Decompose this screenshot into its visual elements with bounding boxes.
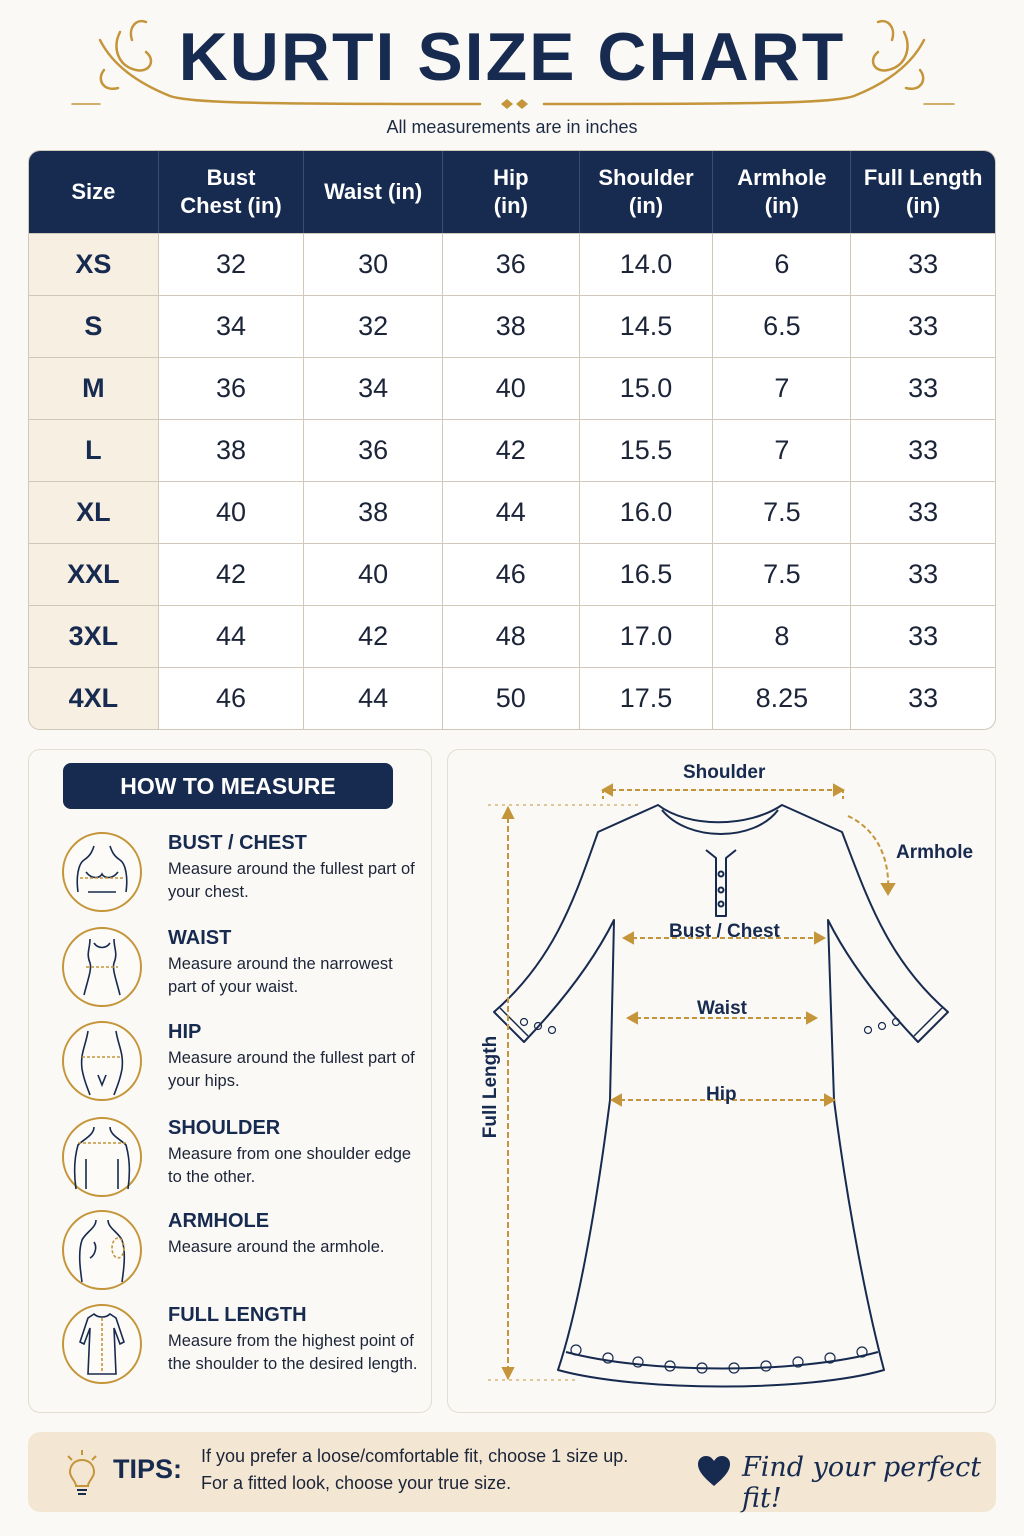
measurement-cell: 50 — [443, 667, 580, 729]
diagram-label-bust: Bust / Chest — [669, 921, 780, 942]
column-header-line: Shoulder — [598, 165, 694, 190]
size-cell: XXL — [29, 543, 159, 605]
measure-heading: HIP — [168, 1021, 202, 1043]
measurement-cell: 34 — [304, 357, 443, 419]
size-cell: 4XL — [29, 667, 159, 729]
measurement-cell: 38 — [304, 481, 443, 543]
column-header — [29, 151, 159, 233]
measure-description: Measure around the armhole. — [168, 1238, 385, 1256]
measurement-cell: 48 — [443, 605, 580, 667]
column-header-line: (in) — [906, 193, 941, 218]
header — [0, 0, 1024, 145]
measurement-cell: 17.5 — [580, 667, 714, 729]
tips-label: TIPS: — [113, 1454, 183, 1484]
waist-figure-icon — [62, 927, 142, 1007]
table-row — [29, 419, 995, 481]
diagram-label-full-length: Full Length — [480, 1035, 501, 1139]
measure-description: Measure around the narrowest part of your waist. — [168, 955, 393, 996]
measurement-cell: 16.5 — [580, 543, 714, 605]
column-header-line: (in) — [628, 193, 664, 218]
measure-heading: ARMHOLE — [168, 1210, 270, 1232]
measurement-cell: 7 — [713, 419, 851, 481]
lightbulb-icon — [64, 1448, 100, 1498]
tips-line-1: If you prefer a loose/comfortable fit, choose 1 size up. — [201, 1446, 629, 1466]
column-header-line: Armhole — [737, 165, 827, 190]
measurement-cell: 14.0 — [580, 233, 714, 295]
measure-heading: FULL LENGTH — [168, 1304, 307, 1326]
measurement-cell: 17.0 — [580, 605, 714, 667]
measurement-cell: 15.0 — [580, 357, 714, 419]
armhole-figure-icon — [62, 1210, 142, 1290]
measurement-cell: 33 — [851, 419, 995, 481]
diagram-label-waist: Waist — [697, 998, 747, 1019]
size-cell: L — [29, 419, 159, 481]
table-body — [29, 233, 995, 729]
measure-description: Measure around the fullest part of your chest. — [168, 860, 415, 901]
table-row — [29, 295, 995, 357]
measurement-cell: 44 — [159, 605, 305, 667]
diagram-label-hip: Hip — [706, 1084, 737, 1105]
measurement-cell: 42 — [443, 419, 580, 481]
column-header — [713, 151, 851, 233]
measurement-cell: 46 — [443, 543, 580, 605]
measure-heading: SHOULDER — [168, 1117, 281, 1139]
tips-banner — [28, 1432, 996, 1512]
kurti-diagram-panel — [447, 749, 996, 1413]
table-row — [29, 481, 995, 543]
how-to-measure-title: HOW TO MEASURE — [63, 763, 393, 809]
table-header-row — [29, 151, 995, 233]
measurement-cell: 6 — [713, 233, 851, 295]
measurement-cell: 7 — [713, 357, 851, 419]
measurement-cell: 40 — [304, 543, 443, 605]
measurement-cell: 8 — [713, 605, 851, 667]
bust-figure-icon — [62, 832, 142, 912]
table-row — [29, 667, 995, 729]
measurement-cell: 36 — [159, 357, 305, 419]
measurement-cell: 33 — [851, 295, 995, 357]
tagline: Find your perfect fit! — [742, 1452, 982, 1514]
heart-icon — [696, 1454, 732, 1488]
column-header — [443, 151, 580, 233]
measure-heading: BUST / CHEST — [168, 832, 307, 854]
measurement-cell: 33 — [851, 233, 995, 295]
size-cell: M — [29, 357, 159, 419]
measurement-cell: 38 — [443, 295, 580, 357]
size-table — [28, 150, 996, 730]
measurement-cell: 7.5 — [713, 481, 851, 543]
measurement-cell: 6.5 — [713, 295, 851, 357]
column-header-line: Hip — [493, 165, 529, 190]
measurement-cell: 42 — [159, 543, 305, 605]
measurement-cell: 46 — [159, 667, 305, 729]
measurement-cell: 36 — [304, 419, 443, 481]
size-cell: XL — [29, 481, 159, 543]
measurement-cell: 42 — [304, 605, 443, 667]
measurement-cell: 44 — [304, 667, 443, 729]
table-row — [29, 357, 995, 419]
column-header — [159, 151, 305, 233]
page-title: KURTI SIZE CHART — [178, 19, 846, 95]
column-header-line: Chest (in) — [180, 193, 282, 218]
column-header-line: Bust — [206, 165, 256, 190]
column-header-line: Size — [71, 179, 116, 204]
measurement-cell: 40 — [159, 481, 305, 543]
measure-description: Measure around the fullest part of your hips. — [168, 1049, 415, 1090]
diagram-label-armhole: Armhole — [896, 842, 974, 863]
measurement-cell: 44 — [443, 481, 580, 543]
column-header-line: (in) — [493, 193, 528, 218]
measurement-cell: 32 — [304, 295, 443, 357]
measurement-cell: 7.5 — [713, 543, 851, 605]
table-row — [29, 605, 995, 667]
column-header-line: (in) — [764, 193, 799, 218]
measurement-cell: 38 — [159, 419, 305, 481]
size-cell: 3XL — [29, 605, 159, 667]
measurement-cell: 33 — [851, 481, 995, 543]
column-header — [851, 151, 995, 233]
measurement-cell: 33 — [851, 605, 995, 667]
measure-description: Measure from one shoulder edge to the other. — [168, 1145, 412, 1186]
measurement-cell: 30 — [304, 233, 443, 295]
measurement-cell: 16.0 — [580, 481, 714, 543]
measure-heading: WAIST — [168, 927, 232, 949]
measurement-cell: 33 — [851, 543, 995, 605]
measurement-cell: 15.5 — [580, 419, 714, 481]
measurement-cell: 8.25 — [713, 667, 851, 729]
page-subtitle: All measurements are in inches — [386, 117, 638, 137]
table-row — [29, 543, 995, 605]
measurement-cell: 33 — [851, 667, 995, 729]
measurement-cell: 32 — [159, 233, 305, 295]
measurement-cell: 34 — [159, 295, 305, 357]
tips-line-2: For a fitted look, choose your true size. — [201, 1473, 512, 1493]
column-header-line: Waist (in) — [324, 179, 423, 204]
size-cell: XS — [29, 233, 159, 295]
kurti-length-icon — [62, 1304, 142, 1384]
measurement-cell: 14.5 — [580, 295, 714, 357]
diagram-label-shoulder: Shoulder — [683, 762, 766, 783]
measurement-cell: 33 — [851, 357, 995, 419]
column-header-line: Full Length — [863, 165, 983, 190]
column-header — [304, 151, 443, 233]
shoulder-figure-icon — [62, 1117, 142, 1197]
measurement-cell: 40 — [443, 357, 580, 419]
measure-description: Measure from the highest point of the shoulder to the desired length. — [168, 1332, 418, 1373]
hip-figure-icon — [62, 1021, 142, 1101]
table-row — [29, 233, 995, 295]
size-cell: S — [29, 295, 159, 357]
column-header — [580, 151, 714, 233]
measurement-cell: 36 — [443, 233, 580, 295]
